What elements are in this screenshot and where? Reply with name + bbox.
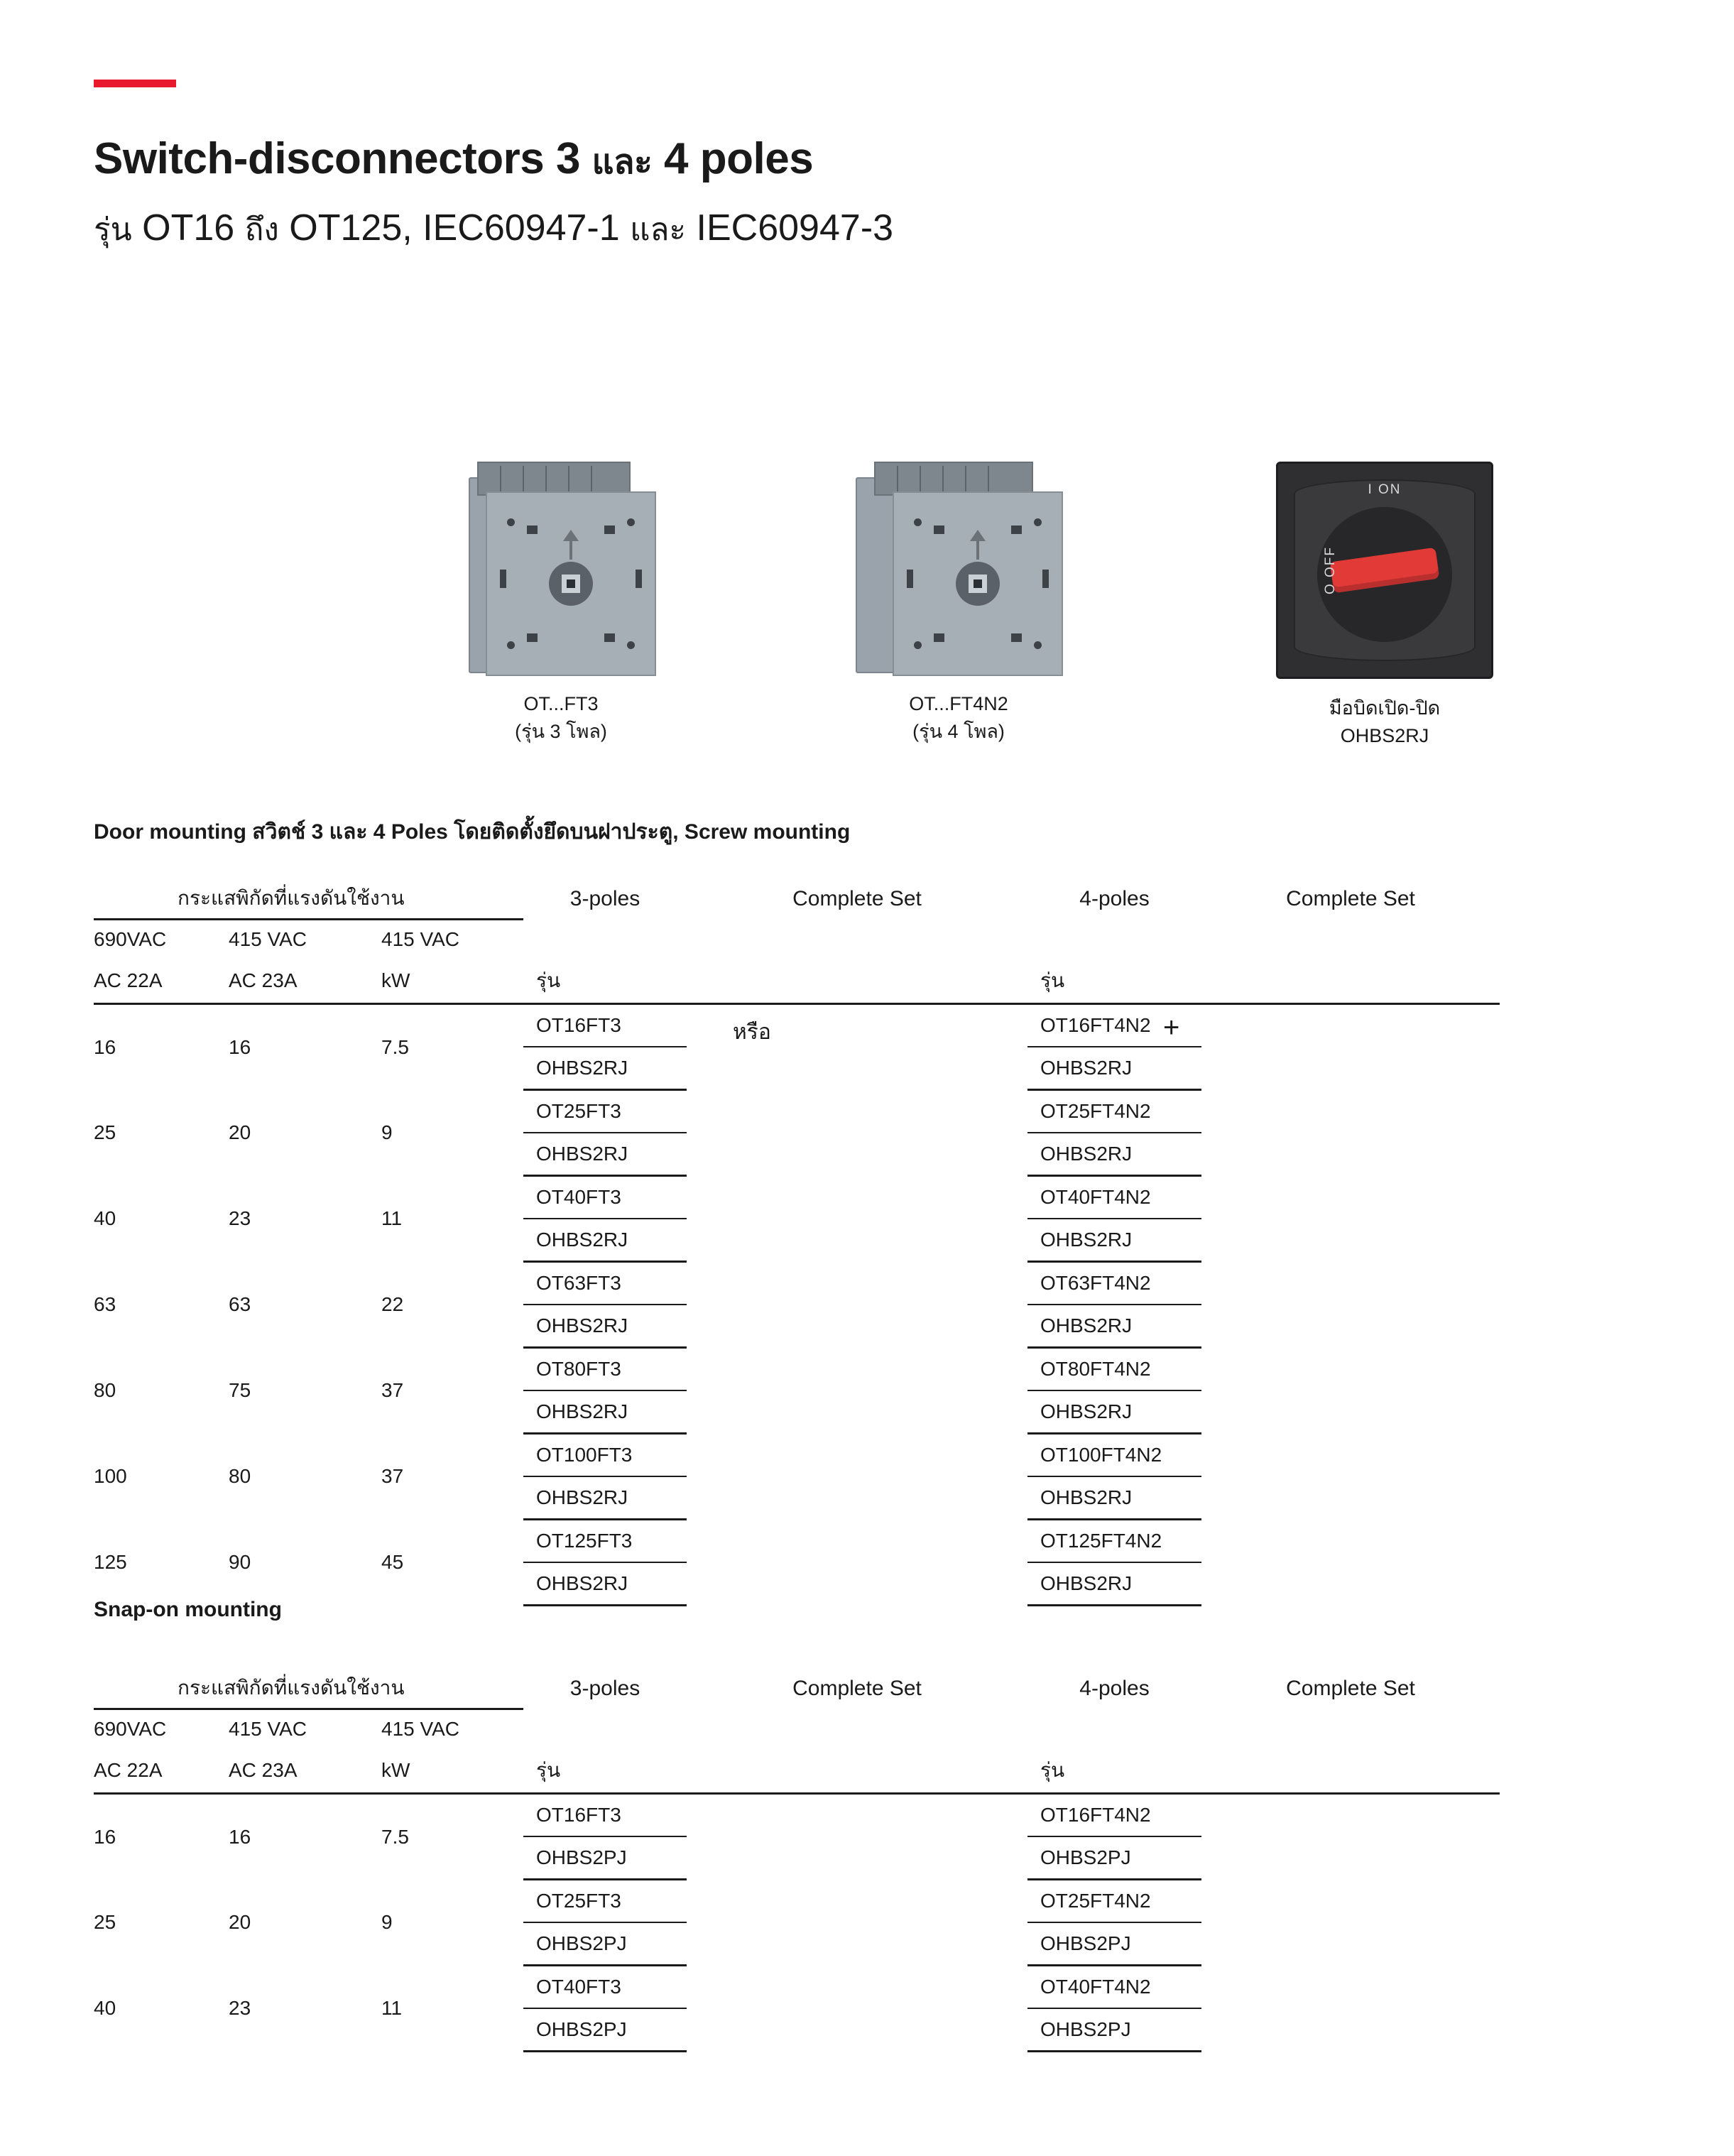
- cell-accessory-3pole: OHBS2RJ: [523, 1047, 687, 1090]
- direction-arrow-icon: [563, 530, 579, 541]
- cell-kw: 9: [381, 1121, 393, 1143]
- cell-kw: 37: [381, 1379, 404, 1401]
- table-row: [94, 1880, 1500, 1923]
- table-header-voltage-row: [94, 919, 1500, 959]
- header-415vac-kw: 415 VAC: [381, 1717, 459, 1740]
- table-row: [94, 1176, 1500, 1219]
- cell-model-4pole: OT16FT4N2: [1027, 1794, 1201, 1837]
- cell-ac22a: 63: [94, 1293, 116, 1315]
- header-complete-set-4: Complete Set: [1286, 887, 1415, 910]
- direction-arrow-icon: [970, 530, 986, 541]
- cell-model-3pole: OT40FT3: [523, 1176, 687, 1219]
- cell-ac22a: 80: [94, 1379, 116, 1401]
- header-4-poles: 4-poles: [1079, 887, 1150, 910]
- figure-caption-handle: [1271, 695, 1498, 750]
- header-complete-set-3: Complete Set: [792, 887, 922, 910]
- subtitle-prefix: รุ่น: [94, 212, 132, 247]
- cell-kw: 45: [381, 1551, 404, 1573]
- switch-top-fins: [477, 462, 631, 496]
- header-3-poles: 3-poles: [569, 887, 640, 910]
- cell-model-4pole: OT40FT4N2: [1027, 1966, 1201, 2009]
- cell-accessory-4pole: OHBS2RJ: [1027, 1390, 1201, 1434]
- cell-model-3pole: OT63FT3: [523, 1262, 687, 1305]
- cell-ac22a: 25: [94, 1121, 116, 1143]
- cell-ac22a: 125: [94, 1551, 127, 1573]
- header-model-4pole: รุ่น: [1027, 959, 1201, 1004]
- shaft-hub-icon: [549, 562, 593, 606]
- table-header-unit-row: [94, 959, 1500, 1004]
- subtitle-range-end: OT125, IEC60947-1: [289, 207, 620, 249]
- door-mounting-table: [94, 879, 1500, 1606]
- cell-ac22a: 100: [94, 1465, 127, 1487]
- header-415vac-kw: 415 VAC: [381, 927, 459, 950]
- shaft-hub-icon: [956, 562, 1000, 606]
- subtitle-to: ถึง: [244, 212, 279, 247]
- cell-ac23a: 16: [229, 1035, 251, 1058]
- header-model-3pole: รุ่น: [523, 959, 687, 1004]
- cell-accessory-4pole: OHBS2RJ: [1027, 1047, 1201, 1090]
- plus-separator-label: +: [1163, 1012, 1180, 1043]
- figure-caption-line2: (รุ่น 3 โพล): [515, 721, 607, 743]
- header-4-poles: 4-poles: [1079, 1677, 1150, 1700]
- switch-top-fins: [874, 462, 1033, 496]
- subtitle-range-start: OT16: [142, 207, 235, 249]
- cell-model-3pole: OT16FT3: [523, 1004, 687, 1047]
- cell-ac23a: 23: [229, 1207, 251, 1229]
- cell-kw: 11: [381, 1997, 403, 2019]
- switch-4-pole-illustration: [856, 462, 1062, 675]
- cell-accessory-3pole: OHBS2RJ: [523, 1219, 687, 1262]
- cell-kw: 9: [381, 1911, 393, 1933]
- cell-accessory-4pole: OHBS2PJ: [1027, 1836, 1201, 1880]
- handle-on-label: I ON: [1368, 482, 1402, 497]
- table-row: [94, 1262, 1500, 1305]
- header-ac22a: AC 22A: [94, 1759, 163, 1781]
- table-row: [94, 1794, 1500, 1837]
- header-690vac: 690VAC: [94, 1717, 167, 1740]
- header-kw: kW: [381, 969, 410, 991]
- figure-caption-line1: OT...FT3: [523, 693, 599, 714]
- cell-accessory-3pole: OHBS2PJ: [523, 1836, 687, 1880]
- cell-model-3pole: OT25FT3: [523, 1090, 687, 1133]
- cell-accessory-3pole: OHBS2PJ: [523, 1922, 687, 1966]
- cell-ac23a: 20: [229, 1121, 251, 1143]
- cell-accessory-3pole: OHBS2RJ: [523, 1562, 687, 1606]
- cell-model-3pole: OT80FT3: [523, 1348, 687, 1391]
- cell-model-3pole: OT100FT3: [523, 1434, 687, 1477]
- cell-kw: 11: [381, 1207, 403, 1229]
- cell-accessory-3pole: OHBS2RJ: [523, 1476, 687, 1520]
- cell-ac22a: 16: [94, 1825, 116, 1848]
- header-415vac-a: 415 VAC: [229, 1717, 307, 1740]
- section-heading-door-mounting: Door mounting สวิตช์ 3 และ 4 Poles โดยติดตั้งยึดบนฝาประตู, Screw mounting: [94, 820, 851, 844]
- cell-ac23a: 63: [229, 1293, 251, 1315]
- switch-front-face: [486, 491, 656, 676]
- table-row: [94, 1090, 1500, 1133]
- figure-caption-3-pole: [454, 690, 667, 746]
- header-415vac-a: 415 VAC: [229, 927, 307, 950]
- handle-off-label: O OFF: [1323, 545, 1338, 595]
- cell-ac22a: 40: [94, 1207, 116, 1229]
- cell-kw: 22: [381, 1293, 404, 1315]
- header-model-4pole: รุ่น: [1027, 1748, 1201, 1794]
- page-title: [94, 134, 813, 189]
- cell-ac22a: 40: [94, 1997, 116, 2019]
- snap-on-mounting-table: [94, 1669, 1500, 2052]
- cell-ac23a: 75: [229, 1379, 251, 1401]
- cell-accessory-3pole: OHBS2PJ: [523, 2008, 687, 2052]
- cell-model-4pole: OT100FT4N2: [1027, 1434, 1201, 1477]
- cell-ac23a: 23: [229, 1997, 251, 2019]
- cell-kw: 7.5: [381, 1825, 409, 1848]
- cell-accessory-4pole: OHBS2RJ: [1027, 1562, 1201, 1606]
- cell-model-3pole: OT125FT3: [523, 1520, 687, 1563]
- cell-ac23a: 90: [229, 1551, 251, 1573]
- header-ac22a: AC 22A: [94, 969, 163, 991]
- header-kw: kW: [381, 1759, 410, 1781]
- group-header-rated-current: กระแสพิกัดที่แรงดันใช้งาน: [94, 879, 523, 919]
- table-header-group-row: [94, 879, 1500, 919]
- page-title-main: Switch-disconnectors 3: [94, 134, 580, 183]
- handle-illustration: [1276, 462, 1493, 679]
- table-header-unit-row: [94, 1748, 1500, 1794]
- cell-accessory-4pole: OHBS2RJ: [1027, 1219, 1201, 1262]
- switch-front-face: [893, 491, 1063, 676]
- subtitle-and: และ: [630, 212, 687, 247]
- subtitle-standard-2: IEC60947-3: [696, 207, 894, 249]
- cell-model-4pole: OT25FT4N2: [1027, 1090, 1201, 1133]
- or-separator-label: หรือ: [733, 1020, 771, 1044]
- page-subtitle: [94, 205, 893, 254]
- group-header-rated-current: กระแสพิกัดที่แรงดันใช้งาน: [94, 1669, 523, 1709]
- section-heading-snap-on: Snap-on mounting: [94, 1598, 282, 1621]
- figure-caption-line2: OHBS2RJ: [1340, 725, 1429, 747]
- table-row: [94, 1520, 1500, 1563]
- cell-model-3pole: OT40FT3: [523, 1966, 687, 2009]
- table-row: [94, 1966, 1500, 2009]
- cell-kw: 37: [381, 1465, 404, 1487]
- cell-model-4pole: OT125FT4N2: [1027, 1520, 1201, 1563]
- figure-caption-line2: (รุ่น 4 โพล): [912, 721, 1005, 743]
- header-complete-set-4: Complete Set: [1286, 1677, 1415, 1700]
- cell-model-4pole: OT16FT4N2: [1027, 1004, 1201, 1047]
- cell-model-3pole: OT25FT3: [523, 1880, 687, 1923]
- cell-accessory-4pole: OHBS2RJ: [1027, 1133, 1201, 1176]
- cell-model-4pole: OT40FT4N2: [1027, 1176, 1201, 1219]
- cell-ac23a: 16: [229, 1825, 251, 1848]
- table-row: [94, 1348, 1500, 1391]
- header-ac23a: AC 23A: [229, 969, 298, 991]
- figure-caption-line1: OT...FT4N2: [909, 693, 1008, 714]
- header-690vac: 690VAC: [94, 927, 167, 950]
- cell-accessory-3pole: OHBS2RJ: [523, 1390, 687, 1434]
- cell-accessory-4pole: OHBS2RJ: [1027, 1476, 1201, 1520]
- table-header-group-row: [94, 1669, 1500, 1709]
- figure-switch-4-pole: [845, 462, 1072, 746]
- cell-accessory-4pole: OHBS2PJ: [1027, 2008, 1201, 2052]
- cell-model-3pole: OT16FT3: [523, 1794, 687, 1837]
- header-3-poles: 3-poles: [569, 1677, 640, 1700]
- cell-ac22a: 16: [94, 1035, 116, 1058]
- cell-kw: 7.5: [381, 1035, 409, 1058]
- cell-ac22a: 25: [94, 1911, 116, 1933]
- table-row: [94, 1434, 1500, 1477]
- cell-model-4pole: OT25FT4N2: [1027, 1880, 1201, 1923]
- figure-switch-3-pole: [454, 462, 667, 746]
- cell-accessory-4pole: OHBS2PJ: [1027, 1922, 1201, 1966]
- cell-ac23a: 80: [229, 1465, 251, 1487]
- table-header-voltage-row: [94, 1709, 1500, 1748]
- cell-accessory-3pole: OHBS2RJ: [523, 1133, 687, 1176]
- header-ac23a: AC 23A: [229, 1759, 298, 1781]
- page-title-tail: 4 poles: [664, 134, 814, 183]
- header-complete-set-3: Complete Set: [792, 1677, 922, 1700]
- cell-model-4pole: OT63FT4N2: [1027, 1262, 1201, 1305]
- switch-3-pole-illustration: [469, 462, 653, 675]
- figure-handle: [1271, 462, 1498, 750]
- header-model-3pole: รุ่น: [523, 1748, 687, 1794]
- figure-caption-line1: มือบิดเปิด-ปิด: [1329, 697, 1441, 719]
- page-title-thai-and: และ: [591, 143, 653, 181]
- cell-accessory-4pole: OHBS2RJ: [1027, 1305, 1201, 1348]
- cell-ac23a: 20: [229, 1911, 251, 1933]
- cell-model-4pole: OT80FT4N2: [1027, 1348, 1201, 1391]
- accent-rule: [94, 80, 176, 87]
- table-row: [94, 1004, 1500, 1047]
- cell-accessory-3pole: OHBS2RJ: [523, 1305, 687, 1348]
- figure-caption-4-pole: [845, 690, 1072, 746]
